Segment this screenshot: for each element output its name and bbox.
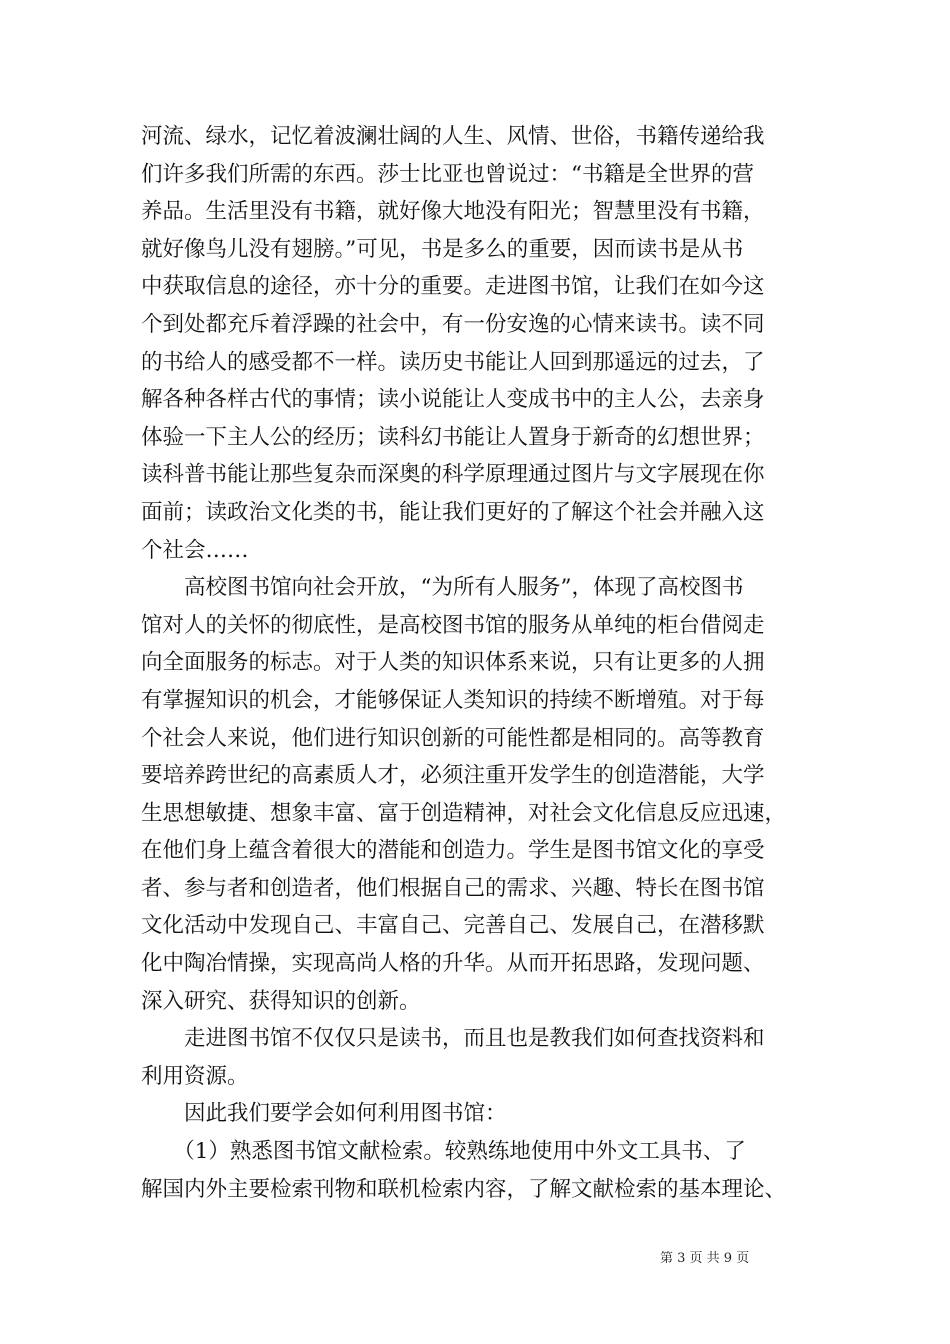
- text-line: 们许多我们所需的东西。莎士比亚也曾说过：“书籍是全世界的营: [141, 161, 754, 187]
- text-line: 个社会人来说，他们进行知识创新的可能性都是相同的。高等教育: [141, 725, 765, 751]
- page-number-footer: 第 3 页 共 9 页: [660, 1251, 750, 1266]
- text-line: 个社会……: [141, 537, 249, 563]
- text-line: 文化活动中发现自己、丰富自己、完善自己、发展自己，在潜移默: [141, 913, 765, 939]
- text-line: 高校图书馆向社会开放，“为所有人服务”，体现了高校图书: [141, 575, 744, 601]
- text-line: 者、参与者和创造者，他们根据自己的需求、兴趣、特长在图书馆: [141, 875, 765, 901]
- text-line: 馆对人的关怀的彻底性，是高校图书馆的服务从单纯的柜台借阅走: [141, 612, 765, 638]
- text-line: 有掌握知识的机会，才能够保证人类知识的持续不断增殖。对于每: [141, 687, 765, 713]
- text-line: 解各种各样古代的事情；读小说能让人变成书中的主人公，去亲身: [141, 387, 765, 413]
- text-line: 体验一下主人公的经历；读科幻书能让人置身于新奇的幻想世界；: [141, 424, 765, 450]
- text-line: 河流、绿水，记忆着波澜壮阔的人生、风情、世俗，书籍传递给我: [141, 124, 765, 149]
- text-line: 利用资源。: [141, 1063, 249, 1089]
- text-line: 深入研究、获得知识的创新。: [141, 988, 421, 1014]
- text-line: 走进图书馆不仅仅只是读书，而且也是教我们如何查找资料和: [141, 1026, 765, 1052]
- text-line: 读科普书能让那些复杂而深奥的科学原理通过图片与文字展现在你: [141, 462, 765, 488]
- body-text: [141, 118, 813, 1208]
- text-line: 就好像鸟儿没有翅膀。”可见，书是多么的重要，因而读书是从书: [141, 236, 744, 262]
- text-line: 因此我们要学会如何利用图书馆：: [141, 1101, 507, 1127]
- text-line: 在他们身上蕴含着很大的潜能和创造力。学生是图书馆文化的享受: [141, 838, 765, 864]
- text-line: 生思想敏捷、想象丰富、富于创造精神，对社会文化信息反应迅速，: [141, 800, 787, 826]
- text-line: 向全面服务的标志。对于人类的知识体系来说，只有让更多的人拥: [141, 650, 765, 676]
- text-line: 养品。生活里没有书籍，就好像大地没有阳光；智慧里没有书籍，: [141, 199, 765, 225]
- text-line: 面前；读政治文化类的书，能让我们更好的了解这个社会并融入这: [141, 499, 765, 525]
- text-line: （1）熟悉图书馆文献检索。较熟练地使用中外文工具书、了: [141, 1139, 746, 1165]
- text-line: 的书给人的感受都不一样。读历史书能让人回到那遥远的过去，了: [141, 349, 765, 375]
- text-line: 解国内外主要检索刊物和联机检索内容，了解文献检索的基本理论、: [141, 1176, 787, 1202]
- text-line: 要培养跨世纪的高素质人才，必须注重开发学生的创造潜能，大学: [141, 763, 765, 789]
- text-line: 化中陶冶情操，实现高尚人格的升华。从而开拓思路，发现问题、: [141, 951, 765, 977]
- text-line: 个到处都充斥着浮躁的社会中，有一份安逸的心情来读书。读不同: [141, 311, 765, 337]
- text-line: 中获取信息的途径，亦十分的重要。走进图书馆，让我们在如今这: [141, 274, 765, 300]
